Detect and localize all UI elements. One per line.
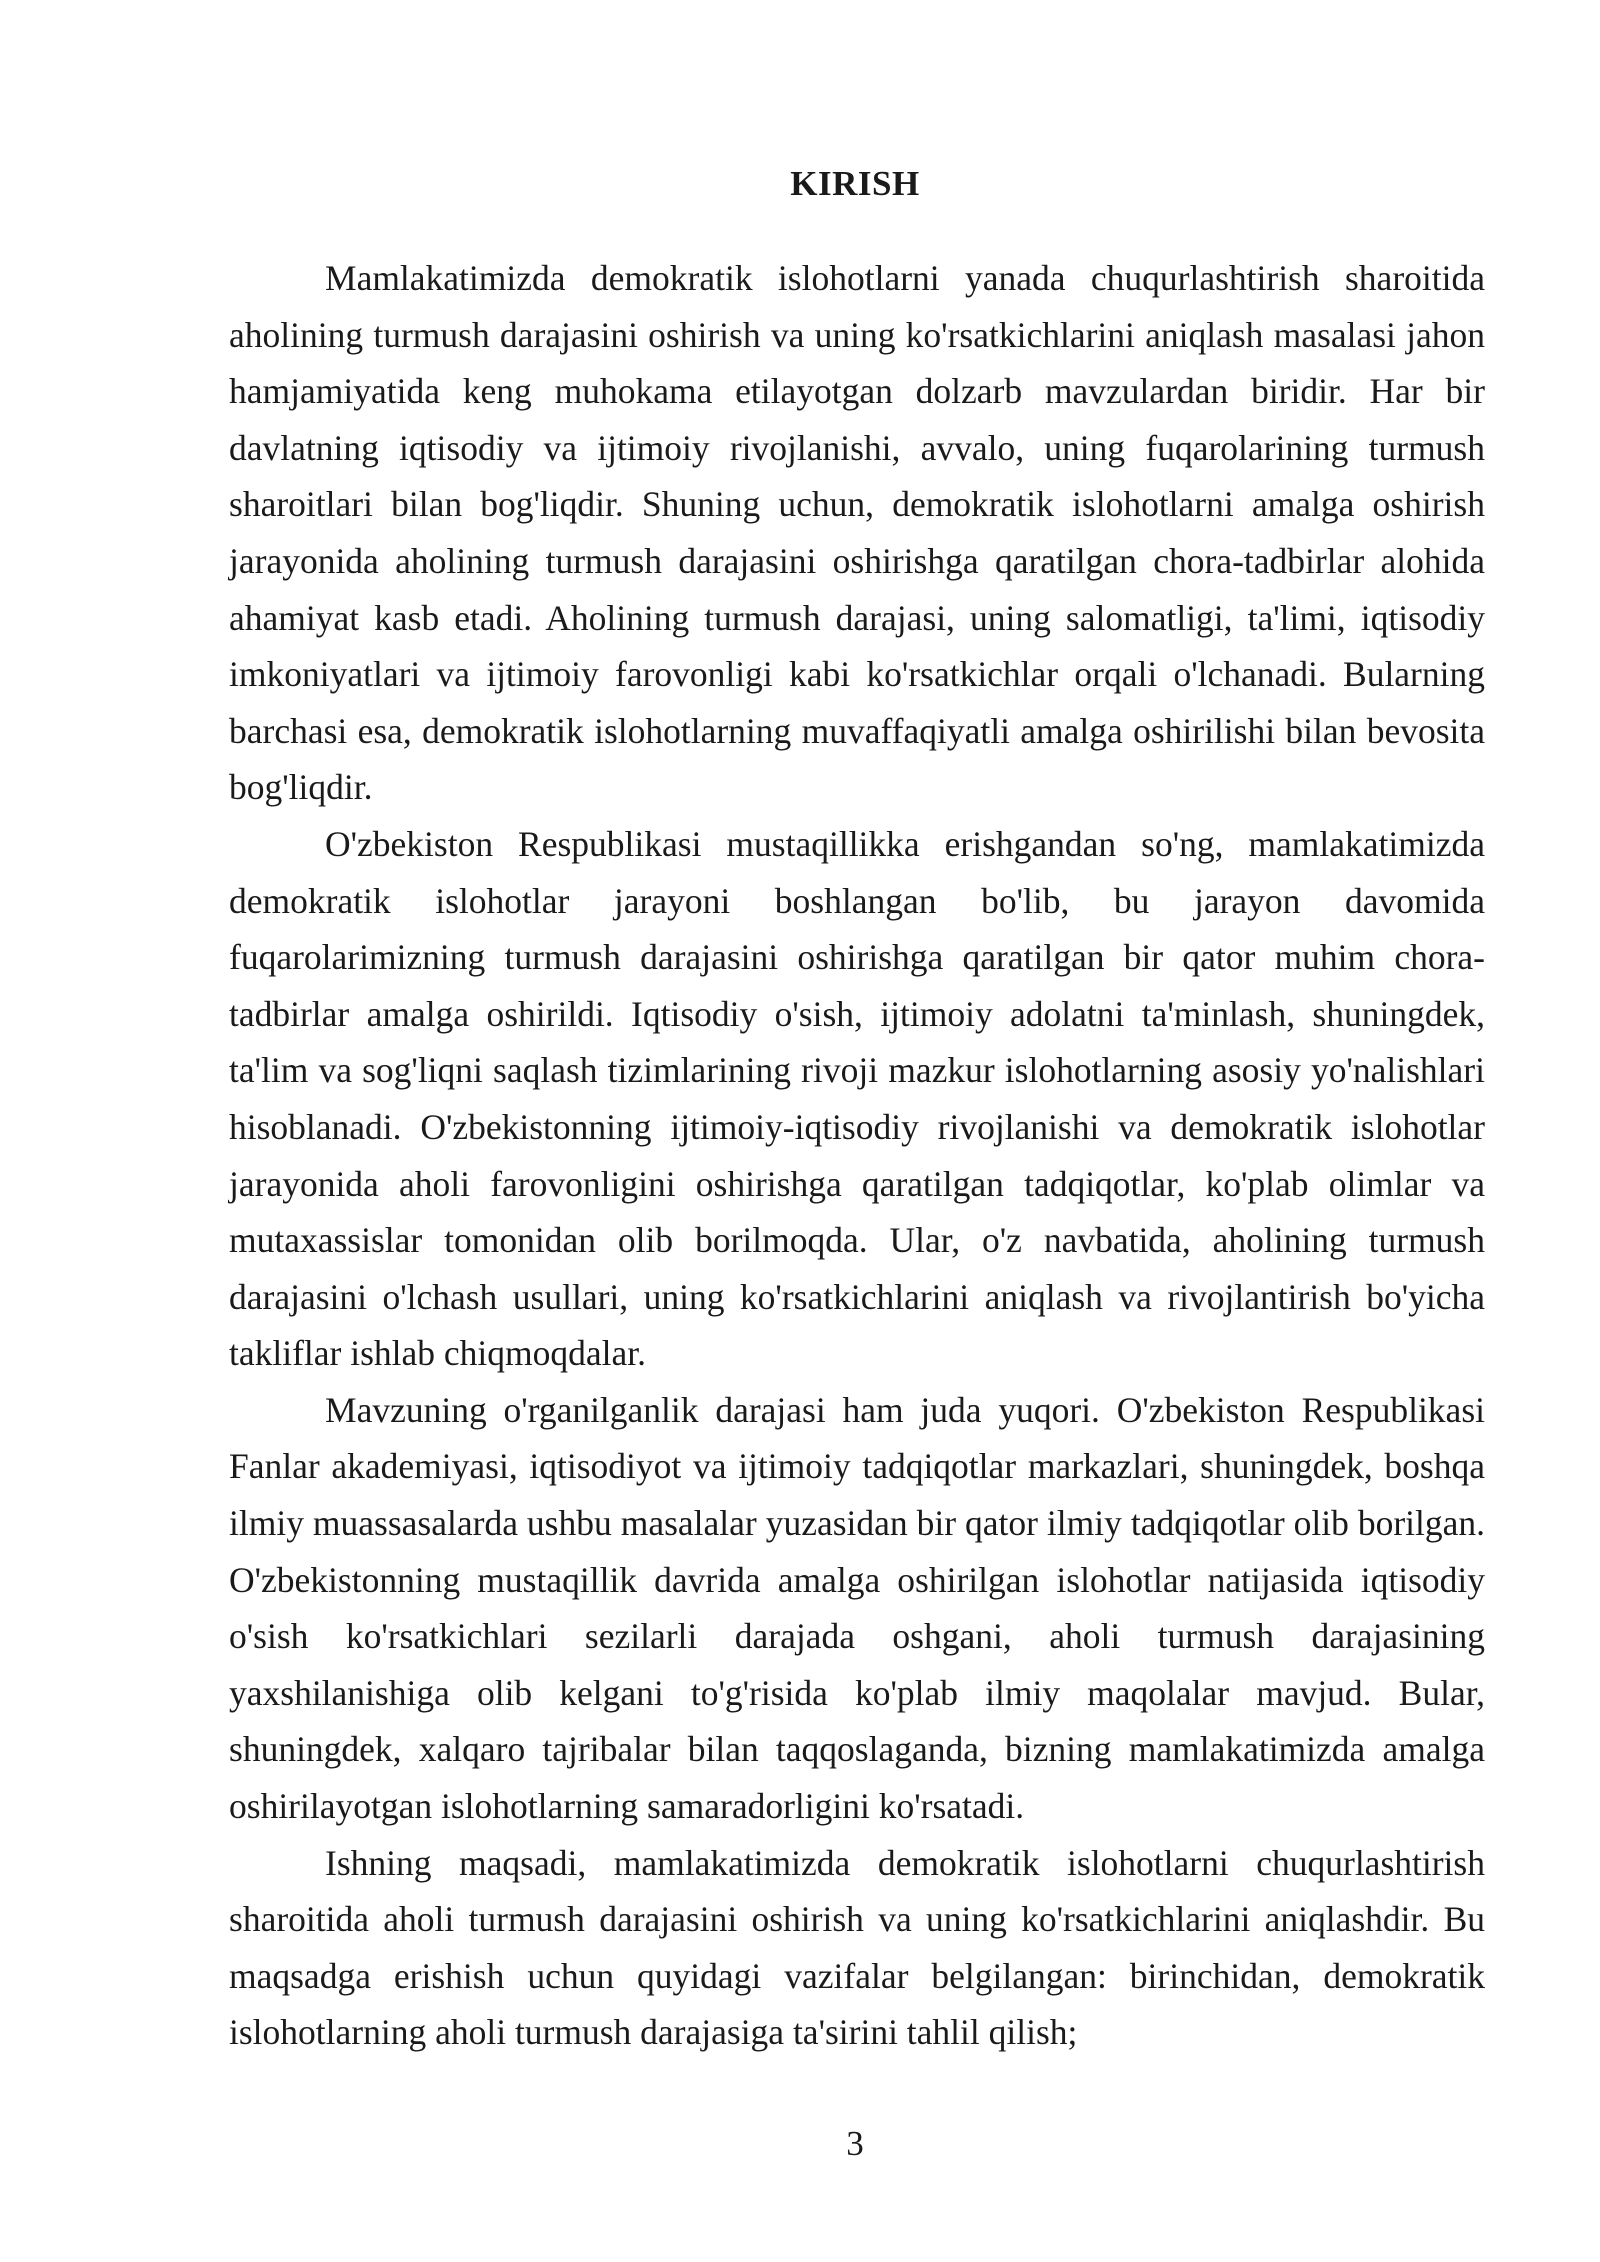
page-number: 3 — [846, 2124, 864, 2163]
paragraph-intro: Mamlakatimizda demokratik islohotlarni yanada chuqurlashtirish sharoitida aholining turmush darajasini oshirish va uning ko'rsatkichlarini aniqlash masalasi jahon hamjamiyatida keng muhokama etilayotgan dolzarb mavzulardan biridir. Har bir davlatning iqtisodiy va ijtimoiy rivojlanishi, avvalo, uning fuqarolarining turmush sharoitlari bilan bog'liqdir. Shuning uchun, demokratik islohotlarni amalga oshirish jarayonida aholining turmush darajasini oshirishga qaratilgan chora-tadbirlar alohida ahamiyat kasb etadi. Aholining turmush darajasi, uning salomatligi, ta'limi, iqtisodiy imkoniyatlari va ijtimoiy farovonligi kabi ko'rsatkichlar orqali o'lchanadi. Bularning barchasi esa, demokratik islohotlarning muvaffaqiyatli amalga oshirilishi bilan bevosita bog'liqdir. — [229, 258, 1485, 808]
paragraph-independence: O'zbekiston Respublikasi mustaqillikka erishgandan so'ng, mamlakatimizda demokratik islohotlar jarayoni boshlangan bo'lib, bu jarayon davomida fuqarolarimizning turmush darajasini oshirishga qaratilgan bir qator muhim chora-tadbirlar amalga oshirildi. Iqtisodiy o'sish, ijtimoiy adolatni ta'minlash, shuningdek, ta'lim va sog'liqni saqlash tizimlarining rivoji mazkur islohotlarning asosiy yo'nalishlari hisoblanadi. O'zbekistonning ijtimoiy-iqtisodiy rivojlanishi va demokratik islohotlar jarayonida aholi farovonligini oshirishga qaratilgan tadqiqotlar, ko'plab olimlar va mutaxassislar tomonidan olib borilmoqda. Ular, o'z navbatida, aholining turmush darajasini o'lchash usullari, uning ko'rsatkichlarini aniqlash va rivojlantirish bo'yicha takliflar ishlab chiqmoqdalar. — [229, 823, 1485, 1374]
paragraph-goal: Ishning maqsadi, mamlakatimizda demokratik islohotlarni chuqurlashtirish sharoitida aholi turmush darajasini oshirish va uning ko'rsatkichlarini aniqlashdir. Bu maqsadga erishish uchun quyidagi vazifalar belgilangan: birinchidan, demokratik islohotlarning aholi turmush darajasiga ta'sirini tahlil qilish; — [229, 1842, 1485, 2053]
page-title: KIRISH — [790, 164, 920, 203]
paragraph-research-level: Mavzuning o'rganilganlik darajasi ham juda yuqori. O'zbekiston Respublikasi Fanlar akademiyasi, iqtisodiyot va ijtimoiy tadqiqotlar markazlari, shuningdek, boshqa ilmiy muassasalarda ushbu masalalar yuzasidan bir qator ilmiy tadqiqotlar olib borilgan. O'zbekistonning mustaqillik davrida amalga oshirilgan islohotlar natijasida iqtisodiy o'sish ko'rsatkichlari sezilarli darajada oshgani, aholi turmush darajasining yaxshilanishiga olib kelgani to'g'risida ko'plab ilmiy maqolalar mavjud. Bular, shuningdek, xalqaro tajribalar bilan taqqoslaganda, bizning mamlakatimizda amalga oshirilayotgan islohotlarning samaradorligini ko'rsatadi. — [229, 1389, 1485, 1827]
body-text — [229, 250, 1485, 2061]
